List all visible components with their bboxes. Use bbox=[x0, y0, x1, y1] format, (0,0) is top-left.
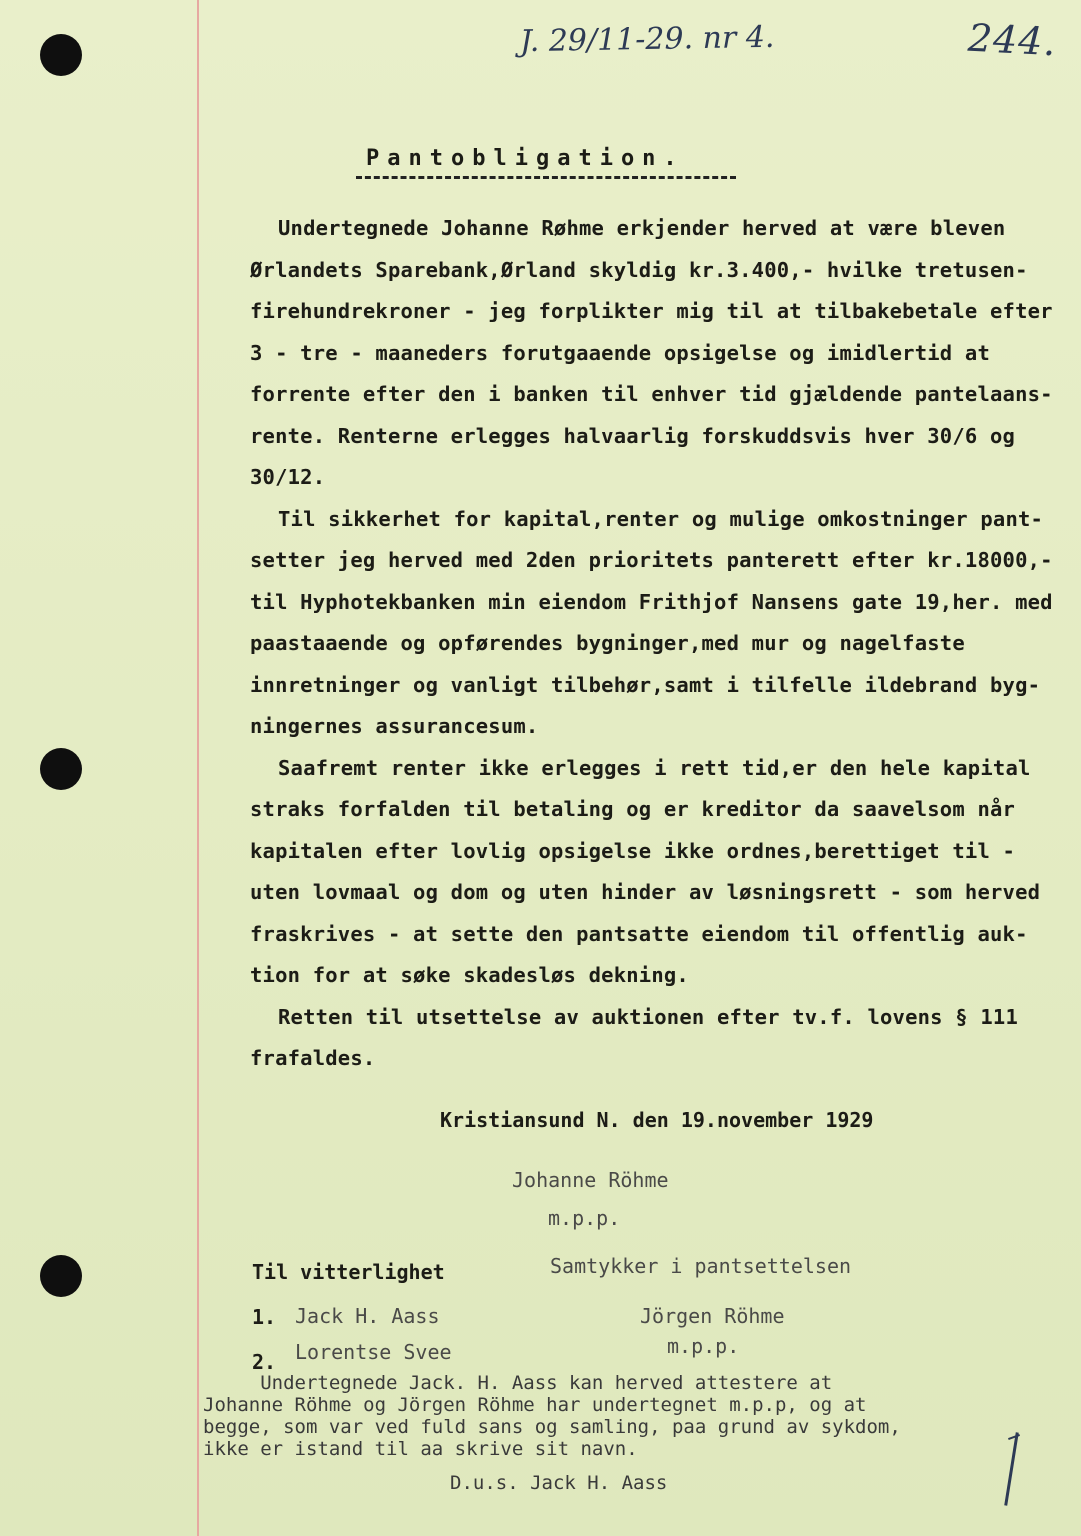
witness-number: 2. bbox=[252, 1350, 277, 1374]
debtor-mpp: m.p.p. bbox=[548, 1206, 621, 1230]
punch-hole-icon bbox=[40, 748, 82, 790]
debtor-signature: Johanne Röhme bbox=[512, 1168, 669, 1192]
punch-hole-icon bbox=[40, 34, 82, 76]
punch-hole-icon bbox=[40, 1255, 82, 1297]
file-reference: J. 29/11-29. nr 4. bbox=[519, 19, 775, 60]
handwritten-mark-icon bbox=[1004, 1432, 1019, 1506]
spouse-mpp: m.p.p. bbox=[667, 1334, 740, 1358]
witness-number: 1. bbox=[252, 1305, 277, 1329]
paragraph-security: Til sikkerhet for kapital,renter og mulige omkostninger pant-setter jeg herved med 2den prioritets panterett efter kr.18000,-til Hyphotekbanken min eiendom Frithjof Nansens gate 19,her. med paastaaende og opførendes bygninger,med mur og nagelfaste innretninger og vanligt tilbehør,samt i tilfelle ildebrand byg-ningernes assurancesum. bbox=[250, 506, 1053, 738]
witness-name: Jack H. Aass bbox=[295, 1304, 440, 1328]
witness-heading: Til vitterlighet bbox=[252, 1260, 445, 1284]
spouse-signature: Jörgen Röhme bbox=[640, 1304, 785, 1328]
title-underline bbox=[356, 176, 736, 179]
paragraph-auction: Retten til utsettelse av auktionen efter tv.f. lovens § 111 frafaldes. bbox=[250, 1004, 1018, 1070]
place-date: Kristiansund N. den 19.november 1929 bbox=[440, 1108, 874, 1132]
document-body bbox=[250, 208, 1065, 1080]
margin-line bbox=[197, 0, 199, 1536]
document-title: Pantobligation. bbox=[366, 146, 685, 171]
paragraph-default: Saafremt renter ikke erlegges i rett tid,er den hele kapital straks forfalden til betaling og er kreditor da saavelsom når kapitalen efter lovlig opsigelse ikke ordnes,berettiget til - uten lovmaal og dom og uten hinder av løsningsrett - som herved fraskrives - at sette den pantsatte eiendom til offentlig auk-tion for at søke skadesløs dekning. bbox=[250, 755, 1041, 987]
paragraph-debt: Undertegnede Johanne Røhme erkjender herved at være bleven Ørlandets Sparebank,Ørland skyldig kr.3.400,- hvilke tretusen-firehundrekroner - jeg forplikter mig til at tilbakebetale efter 3 - tre - maaneders forutgaaende opsigelse og imidlertid at forrente efter den i banken til enhver tid gjældende pantelaans-rente. Renterne erlegges halvaarlig forskuddsvis hver 30/6 og 30/12. bbox=[250, 216, 1053, 489]
attestation-text: Undertegnede Jack. H. Aass kan herved attestere at Johanne Röhme og Jörgen Röhme har undertegnet m.p.p, og at begge, som var ved fuld sans og samling, paa grund av sykdom, ikke er istand til aa skrive sit navn. bbox=[203, 1372, 901, 1460]
attestation-signoff: D.u.s. Jack H. Aass bbox=[450, 1472, 668, 1494]
consent-text: Samtykker i pantsettelsen bbox=[550, 1254, 852, 1278]
page-number: 244. bbox=[966, 15, 1058, 65]
witness-name: Lorentse Svee bbox=[295, 1340, 452, 1364]
